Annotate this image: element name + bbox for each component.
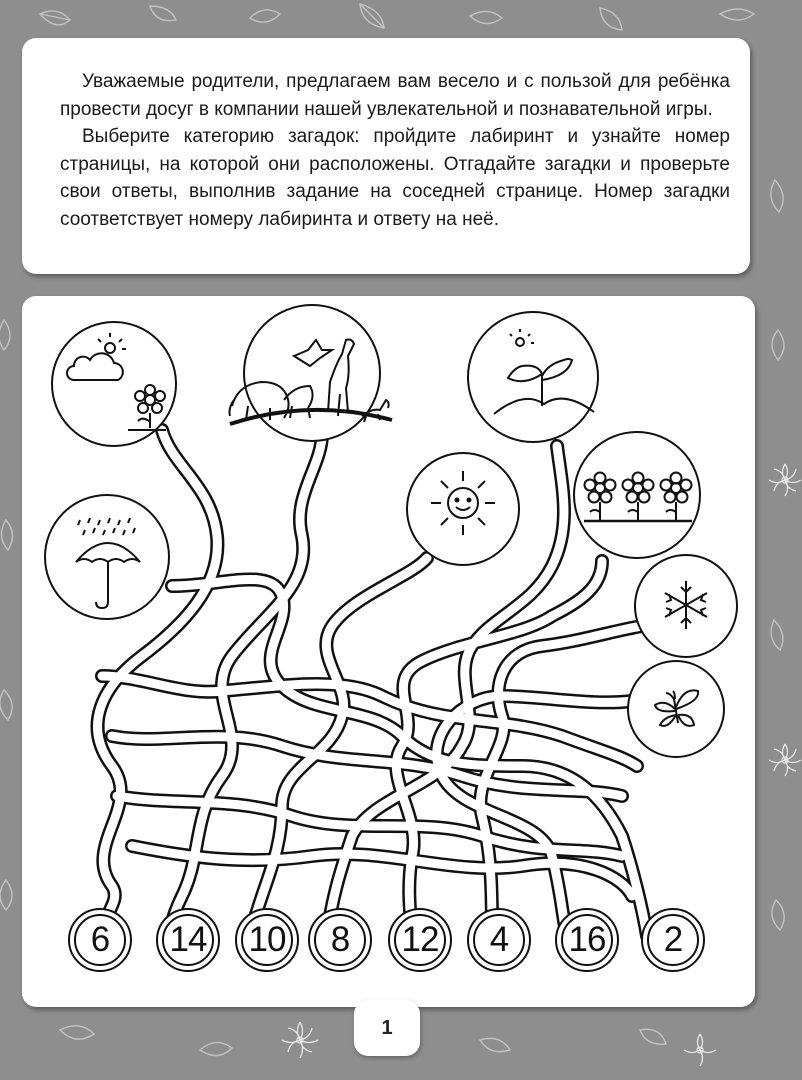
page-number-circle-14: 14	[156, 908, 220, 972]
page-number-circle-4: 4	[467, 908, 531, 972]
intro-panel	[22, 38, 750, 274]
intro-paragraph-1: Уважаемые родители, предлагаем вам весело и с пользой для ребёнка провести досуг в компании нашей увлекательной и познавательной игры.	[60, 71, 730, 120]
page-number-badge: 1	[354, 1000, 420, 1056]
animals-category-circle	[244, 305, 380, 441]
page-number-circle-6: 6	[68, 908, 132, 972]
maze-panel	[22, 296, 755, 1007]
maze-drawing	[22, 296, 755, 1007]
page-number-circle-8: 8	[308, 908, 372, 972]
page-number-circle-10: 10	[235, 908, 299, 972]
page-number-circle-2: 2	[641, 908, 705, 972]
page-number-circle-16: 16	[555, 908, 619, 972]
page-number-circle-12: 12	[388, 908, 452, 972]
sprout-category-circle	[468, 312, 598, 442]
intro-paragraph-2: Выберите категорию загадок: пройдите лабиринт и узнайте номер страницы, на которой они расположены. Отгадайте загадки и проверьте свои ответы, выполнив задание на соседней странице. Номер загадки соответствует номеру лабиринта и ответу на неё.	[60, 126, 730, 230]
weather-category-circle	[52, 322, 176, 446]
